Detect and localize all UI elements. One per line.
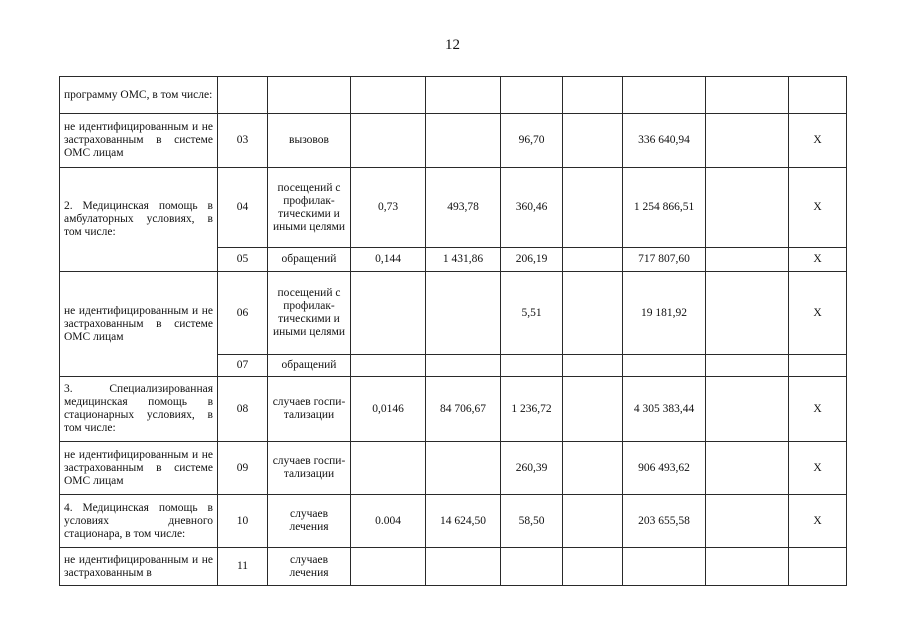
norm-cost-cell xyxy=(426,548,501,586)
per-capita-cell: 206,19 xyxy=(501,248,563,272)
table-row xyxy=(60,377,847,442)
norm-cost-cell xyxy=(426,114,501,168)
norm-volume-cell xyxy=(351,114,426,168)
table-row xyxy=(60,272,847,355)
empty-cell xyxy=(563,495,623,548)
row-unit: вызовов xyxy=(268,114,351,168)
per-capita-cell: 260,39 xyxy=(501,442,563,495)
total-cell xyxy=(623,548,706,586)
total-cell: 906 493,62 xyxy=(623,442,706,495)
norm-cost-cell: 84 706,67 xyxy=(426,377,501,442)
row-label: не идентифицированным и не застрахованным в системе ОМС лицам xyxy=(60,442,218,495)
row-code: 07 xyxy=(218,355,268,377)
empty-cell xyxy=(563,355,623,377)
row-code: 09 xyxy=(218,442,268,495)
row-unit: случаев лечения xyxy=(268,495,351,548)
empty-cell xyxy=(706,495,789,548)
empty-cell xyxy=(706,377,789,442)
empty-cell xyxy=(706,168,789,248)
x-mark-cell: X xyxy=(789,168,847,248)
table-row xyxy=(60,168,847,248)
row-code: 04 xyxy=(218,168,268,248)
table-row xyxy=(60,548,847,586)
x-mark-cell: X xyxy=(789,248,847,272)
norm-cost-cell xyxy=(426,442,501,495)
total-cell: 19 181,92 xyxy=(623,272,706,355)
norm-volume-cell xyxy=(351,272,426,355)
empty-cell xyxy=(563,248,623,272)
norm-cost-cell: 14 624,50 xyxy=(426,495,501,548)
total-cell: 717 807,60 xyxy=(623,248,706,272)
row-code: 08 xyxy=(218,377,268,442)
row-unit: случаев лечения xyxy=(268,548,351,586)
total-cell: 203 655,58 xyxy=(623,495,706,548)
row-code: 06 xyxy=(218,272,268,355)
empty-cell xyxy=(563,548,623,586)
x-mark-cell: X xyxy=(789,442,847,495)
x-mark-cell xyxy=(789,548,847,586)
norm-volume-cell: 0,73 xyxy=(351,168,426,248)
row-unit: случаев госпи-тализации xyxy=(268,442,351,495)
empty-cell xyxy=(563,442,623,495)
norm-volume-cell: 0,144 xyxy=(351,248,426,272)
page-number: 12 xyxy=(445,37,460,53)
total-cell: 4 305 383,44 xyxy=(623,377,706,442)
total-cell: 1 254 866,51 xyxy=(623,168,706,248)
row-unit: обращений xyxy=(268,248,351,272)
row-code xyxy=(218,77,268,114)
data-table xyxy=(59,76,847,586)
norm-volume-cell xyxy=(351,355,426,377)
empty-cell xyxy=(706,248,789,272)
per-capita-cell xyxy=(501,548,563,586)
norm-volume-cell: 0,0146 xyxy=(351,377,426,442)
per-capita-cell xyxy=(501,77,563,114)
empty-cell xyxy=(563,168,623,248)
norm-volume-cell xyxy=(351,548,426,586)
norm-volume-cell xyxy=(351,442,426,495)
row-label: не идентифицированным и не застрахованным в системе ОМС лицам xyxy=(60,272,218,377)
x-mark-cell: X xyxy=(789,377,847,442)
table-row xyxy=(60,114,847,168)
norm-cost-cell xyxy=(426,77,501,114)
x-mark-cell xyxy=(789,355,847,377)
row-unit: случаев госпи-тализации xyxy=(268,377,351,442)
norm-volume-cell xyxy=(351,77,426,114)
norm-cost-cell: 493,78 xyxy=(426,168,501,248)
empty-cell xyxy=(706,548,789,586)
row-code: 10 xyxy=(218,495,268,548)
norm-cost-cell xyxy=(426,355,501,377)
x-mark-cell: X xyxy=(789,272,847,355)
row-unit: посещений с профилак-тическими и иными целями xyxy=(268,168,351,248)
table-row xyxy=(60,77,847,114)
per-capita-cell: 58,50 xyxy=(501,495,563,548)
row-label: 2. Медицинская помощь в амбулаторных условиях, в том числе: xyxy=(60,168,218,272)
per-capita-cell: 5,51 xyxy=(501,272,563,355)
row-unit xyxy=(268,77,351,114)
empty-cell xyxy=(563,114,623,168)
x-mark-cell xyxy=(789,77,847,114)
row-unit: обращений xyxy=(268,355,351,377)
row-code: 05 xyxy=(218,248,268,272)
row-label: не идентифицированным и не застрахованным в xyxy=(60,548,218,586)
per-capita-cell xyxy=(501,355,563,377)
per-capita-cell: 96,70 xyxy=(501,114,563,168)
row-label: 3. Специализированная медицинская помощь в стационарных условиях, в том числе: xyxy=(60,377,218,442)
per-capita-cell: 1 236,72 xyxy=(501,377,563,442)
per-capita-cell: 360,46 xyxy=(501,168,563,248)
norm-cost-cell: 1 431,86 xyxy=(426,248,501,272)
total-cell xyxy=(623,355,706,377)
x-mark-cell: X xyxy=(789,114,847,168)
table-row xyxy=(60,495,847,548)
total-cell: 336 640,94 xyxy=(623,114,706,168)
row-code: 03 xyxy=(218,114,268,168)
empty-cell xyxy=(563,77,623,114)
total-cell xyxy=(623,77,706,114)
empty-cell xyxy=(563,272,623,355)
empty-cell xyxy=(706,355,789,377)
empty-cell xyxy=(706,272,789,355)
row-code: 11 xyxy=(218,548,268,586)
table-row xyxy=(60,442,847,495)
x-mark-cell: X xyxy=(789,495,847,548)
norm-volume-cell: 0.004 xyxy=(351,495,426,548)
empty-cell xyxy=(706,442,789,495)
empty-cell xyxy=(563,377,623,442)
row-label: не идентифицированным и не застрахованным в системе ОМС лицам xyxy=(60,114,218,168)
empty-cell xyxy=(706,77,789,114)
norm-cost-cell xyxy=(426,272,501,355)
row-label: программу ОМС, в том числе: xyxy=(60,77,218,114)
row-label: 4. Медицинская помощь в условиях дневного стационара, в том числе: xyxy=(60,495,218,548)
empty-cell xyxy=(706,114,789,168)
row-unit: посещений с профилак-тическими и иными целями xyxy=(268,272,351,355)
